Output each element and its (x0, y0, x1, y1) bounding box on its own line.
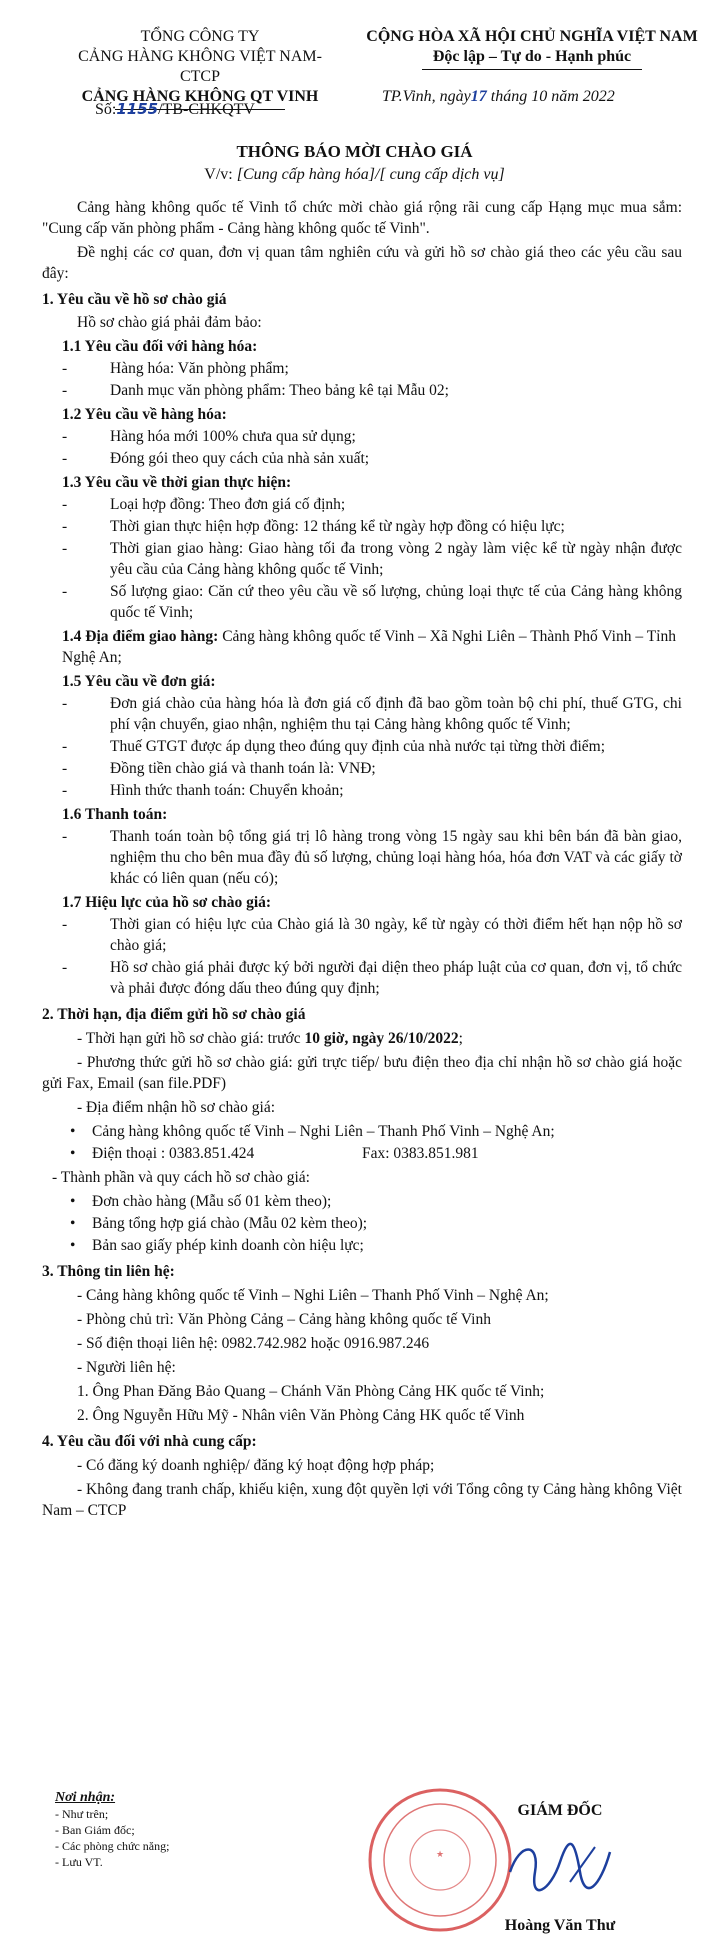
contact-line: 2. Ông Nguyễn Hữu Mỹ - Nhân viên Văn Phòng Cảng HK quốc tế Vinh (77, 1407, 525, 1424)
list-item: - Đơn giá chào của hàng hóa là đơn giá cố định đã bao gồm toàn bộ chi phí, thuế GTG, chi phí vận chuyển, giao nhận, nghiệm thu tại Cảng hàng không quốc tế Vinh; (62, 695, 682, 733)
recipients-label: Nơi nhận: (55, 1790, 116, 1805)
subsection-delivery-place (62, 626, 682, 668)
contact-line: 1. Ông Phan Đăng Bảo Quang – Chánh Văn Phòng Cảng HK quốc tế Vinh; (77, 1383, 545, 1400)
place-lead: - Địa điểm nhận hồ sơ chào giá: (77, 1099, 276, 1116)
contact-line: - Cảng hàng không quốc tế Vinh – Nghi Liên – Thanh Phố Vinh – Nghệ An; (77, 1287, 549, 1304)
recipient-item: - Lưu VT. (55, 1855, 103, 1869)
subsection-heading: 1.4 Địa điểm giao hàng: (62, 628, 219, 645)
list-item: • Bảng tổng hợp giá chào (Mẫu 02 kèm theo); (70, 1215, 368, 1232)
document-number (95, 100, 255, 119)
document-title: THÔNG BÁO MỜI CHÀO GIÁ (236, 142, 473, 161)
org-line2: CẢNG HÀNG KHÔNG VIỆT NAM-CTCP (78, 48, 322, 85)
list-item: - Đồng tiền chào giá và thanh toán là: VNĐ; (62, 760, 376, 777)
list-item: - Loại hợp đồng: Theo đơn giá cố định; (62, 496, 346, 513)
list-item: - Thời gian thực hiện hợp đồng: 12 tháng kể từ ngày hợp đồng có hiệu lực; (62, 518, 565, 535)
list-item: • Bản sao giấy phép kinh doanh còn hiệu lực; (70, 1237, 364, 1254)
list-item: - Danh mục văn phòng phẩm: Theo bảng kê tại Mẫu 02; (62, 382, 449, 399)
subsection-heading: 1.1 Yêu cầu đối với hàng hóa: (62, 338, 258, 355)
contact-line: - Số điện thoại liên hệ: 0982.742.982 hoặc 0916.987.246 (77, 1335, 430, 1352)
signature-icon (500, 1832, 620, 1902)
svg-text:★: ★ (435, 1850, 445, 1860)
list-item: - Thanh toán toàn bộ tổng giá trị lô hàng trong vòng 15 ngày sau khi bên bán đã bàn giao, nghiệm thu cho bên mua đầy đủ số lượng, chủng loại hàng hóa, hóa đơn VAT và các giấy tờ khác có liên quan (nếu có); (62, 828, 682, 887)
list-item: - Thuế GTGT được áp dụng theo đúng quy định của nhà nước tại từng thời điểm; (62, 738, 606, 755)
section-heading: 3. Thông tin liên hệ: (42, 1263, 175, 1280)
deadline-line: - Thời hạn gửi hồ sơ chào giá: trước 10 giờ, ngày 26/10/2022; (77, 1030, 463, 1047)
recipients-block (55, 1790, 285, 1870)
requirement-line: - Không đang tranh chấp, khiếu kiện, xung đột quyền lợi với Tổng công ty Cảng hàng không Việt Nam – CTCP (42, 1481, 682, 1519)
doc-no-handwritten: 1155 (116, 100, 159, 118)
fax-number: Fax: 0383.851.981 (362, 1145, 479, 1162)
document-body (42, 197, 682, 1524)
doc-no-prefix: Số: (95, 101, 117, 118)
recipient-item: - Các phòng chức năng; (55, 1839, 170, 1853)
section-heading: 2. Thời hạn, địa điểm gửi hồ sơ chào giá (42, 1006, 306, 1023)
nation-line1: CỘNG HÒA XÃ HỘI CHỦ NGHĨA VIỆT NAM (366, 28, 698, 45)
delivery-place-text: Cảng hàng không quốc tế Vinh – Xã Nghi Liên – Thành Phố Vinh – Tỉnh Nghệ An; (62, 628, 676, 666)
subtitle-text: [Cung cấp hàng hóa]/[ cung cấp dịch vụ] (236, 166, 505, 183)
subsection-heading: 1.6 Thanh toán: (62, 806, 168, 823)
signature-block (460, 1802, 660, 1934)
document-subtitle (0, 166, 709, 184)
org-line1: TỔNG CÔNG TY (140, 28, 260, 45)
intro-paragraph: Cảng hàng không quốc tế Vinh tổ chức mời chào giá rộng rãi cung cấp Hạng mục mua sắm: "Cung cấp văn phòng phẩm - Cảng hàng không quốc tế Vinh". (42, 199, 682, 237)
list-item: - Thời gian có hiệu lực của Chào giá là 30 ngày, kể từ ngày có thời điểm hết hạn nộp hồ sơ chào giá; (62, 916, 682, 954)
list-item: • Cảng hàng không quốc tế Vinh – Nghi Liên – Thanh Phố Vinh – Nghệ An; (70, 1123, 555, 1140)
place-date-prefix: TP.Vinh, ngày (382, 88, 471, 105)
section-heading: 4. Yêu cầu đối với nhà cung cấp: (42, 1433, 257, 1450)
place-date-suffix: tháng 10 năm 2022 (490, 88, 615, 105)
contact-line: - Người liên hệ: (77, 1359, 176, 1376)
place-date-day: 17 (470, 88, 487, 105)
issuer-header (70, 27, 330, 110)
doc-no-suffix: /TB-CHKQTV (158, 101, 255, 118)
method-line: - Phương thức gửi hồ sơ chào giá: gửi trực tiếp/ bưu điện theo địa chỉ nhận hồ sơ chào giá hoặc gửi Fax, Email (san file.PDF) (42, 1054, 682, 1092)
requirement-line: - Có đăng ký doanh nghiệp/ đăng ký hoạt động hợp pháp; (77, 1457, 435, 1474)
list-item: - Hồ sơ chào giá phải được ký bởi người đại diện theo pháp luật của cơ quan, đơn vị, tổ chức và phải được đóng dấu theo đúng quy định; (62, 959, 682, 997)
nation-line2: Độc lập – Tự do - Hạnh phúc (432, 48, 632, 65)
signer-role: GIÁM ĐỐC (517, 1802, 603, 1819)
list-item: • Điện thoại : 0383.851.424 Fax: 0383.851.981 (70, 1145, 479, 1162)
intro-paragraph: Đề nghị các cơ quan, đơn vị quan tâm nghiên cứu và gửi hồ sơ chào giá theo các yêu cầu sau đây: (42, 244, 682, 282)
list-item: - Đóng gói theo quy cách của nhà sản xuất; (62, 450, 370, 467)
subsection-heading: 1.5 Yêu cầu về đơn giá: (62, 673, 216, 690)
recipient-item: - Như trên; (55, 1807, 109, 1821)
signer-name: Hoàng Văn Thư (504, 1917, 616, 1934)
recipient-item: - Ban Giám đốc; (55, 1823, 135, 1837)
subsection-heading: 1.3 Yêu cầu về thời gian thực hiện: (62, 474, 292, 491)
parts-lead: - Thành phần và quy cách hồ sơ chào giá: (52, 1169, 310, 1186)
phone-number: Điện thoại : 0383.851.424 (92, 1145, 255, 1162)
contact-line: - Phòng chủ trì: Văn Phòng Cảng – Cảng hàng không quốc tế Vinh (77, 1311, 491, 1328)
national-header (355, 27, 709, 70)
section-lead: Hồ sơ chào giá phải đảm bảo: (77, 314, 262, 331)
org-line3: CẢNG HÀNG KHÔNG QT VINH (81, 88, 319, 105)
section-heading: 1. Yêu cầu về hồ sơ chào giá (42, 291, 227, 308)
list-item: - Hàng hóa mới 100% chưa qua sử dụng; (62, 428, 356, 445)
subsection-heading: 1.7 Hiệu lực của hồ sơ chào giá: (62, 894, 272, 911)
motto-underline (422, 69, 642, 70)
subtitle-prefix: V/v: (204, 166, 237, 183)
subsection-heading: 1.2 Yêu cầu về hàng hóa: (62, 406, 227, 423)
list-item: - Hàng hóa: Văn phòng phẩm; (62, 360, 289, 377)
list-item: - Hình thức thanh toán: Chuyển khoản; (62, 782, 344, 799)
list-item: - Thời gian giao hàng: Giao hàng tối đa trong vòng 2 ngày làm việc kể từ ngày nhận được yêu cầu của Cảng hàng không quốc tế Vinh; (62, 540, 682, 578)
place-date (382, 88, 615, 106)
list-item: - Số lượng giao: Căn cứ theo yêu cầu về số lượng, chủng loại thực tế của Cảng hàng không quốc tế Vinh; (62, 583, 682, 621)
list-item: • Đơn chào hàng (Mẫu số 01 kèm theo); (70, 1193, 332, 1210)
